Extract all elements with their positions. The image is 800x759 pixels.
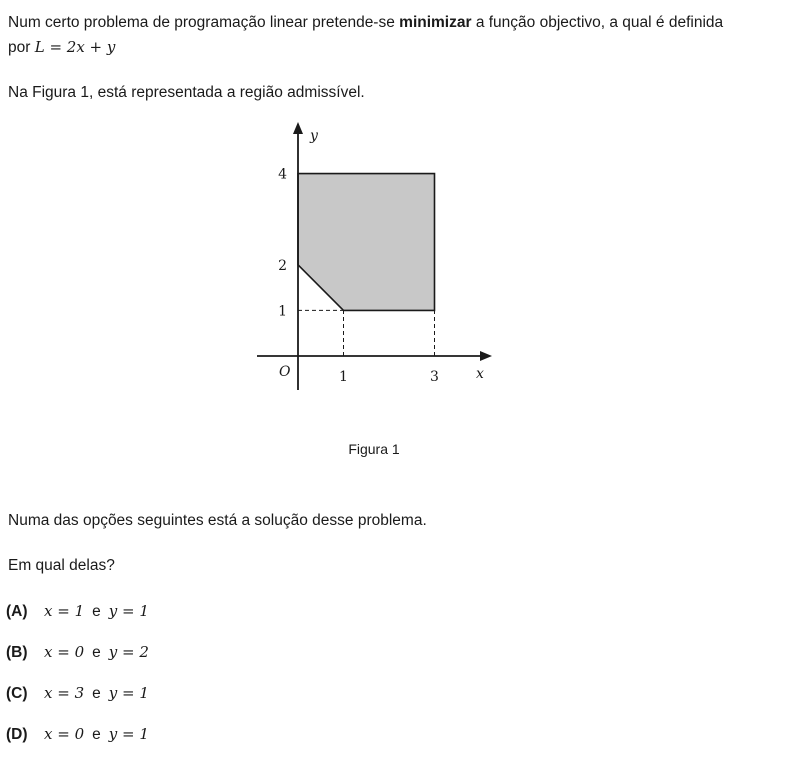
option-x-value: x = 3 — [44, 684, 85, 702]
option-label: (C) — [6, 685, 28, 702]
x-tick-labels — [339, 369, 439, 385]
figure-caption: Figura 1 — [348, 441, 400, 457]
option-d[interactable] — [6, 725, 149, 744]
option-c[interactable] — [6, 684, 149, 703]
option-conjunction: e — [92, 726, 101, 743]
objective-function: L = 2x + y — [34, 38, 116, 56]
y-tick-label: 1 — [278, 303, 287, 320]
intro-text-por: por — [8, 39, 35, 56]
y-axis-arrow-icon — [293, 122, 303, 134]
y-tick-label: 4 — [278, 166, 287, 183]
question-statement: Numa das opções seguintes está a solução desse problema. — [8, 512, 427, 529]
option-a[interactable] — [6, 602, 149, 621]
feasible-region — [298, 174, 435, 311]
option-y-value: y = 1 — [108, 684, 149, 702]
option-y-value: y = 1 — [108, 602, 149, 620]
option-label: (D) — [6, 726, 28, 743]
option-y-value: y = 2 — [108, 643, 149, 661]
y-tick-label: 2 — [278, 257, 287, 274]
y-axis-label: y — [310, 128, 318, 144]
intro-text-end: a função objectivo, a qual é definida — [471, 14, 724, 31]
option-conjunction: e — [92, 644, 101, 661]
x-tick-label: 1 — [339, 369, 348, 385]
option-label: (A) — [6, 603, 28, 620]
x-tick-label: 3 — [430, 369, 439, 385]
figure-intro: Na Figura 1, está representada a região admissível. — [8, 84, 365, 101]
intro-text-start: Num certo problema de programação linear pretende-se — [8, 14, 400, 31]
option-x-value: x = 0 — [44, 725, 85, 743]
option-y-value: y = 1 — [108, 725, 149, 743]
option-conjunction: e — [92, 685, 101, 702]
option-conjunction: e — [92, 603, 101, 620]
option-b[interactable] — [6, 643, 149, 662]
option-x-value: x = 1 — [44, 602, 85, 620]
question-prompt: Em qual delas? — [8, 557, 115, 574]
origin-label: O — [279, 364, 291, 380]
y-tick-labels — [278, 167, 287, 320]
dashed-guides — [298, 310, 435, 356]
option-label: (B) — [6, 644, 28, 661]
option-x-value: x = 0 — [44, 643, 85, 661]
x-axis-label: x — [476, 366, 484, 382]
intro-bold-keyword: minimizar — [399, 14, 472, 31]
x-axis-arrow-icon — [480, 351, 492, 361]
